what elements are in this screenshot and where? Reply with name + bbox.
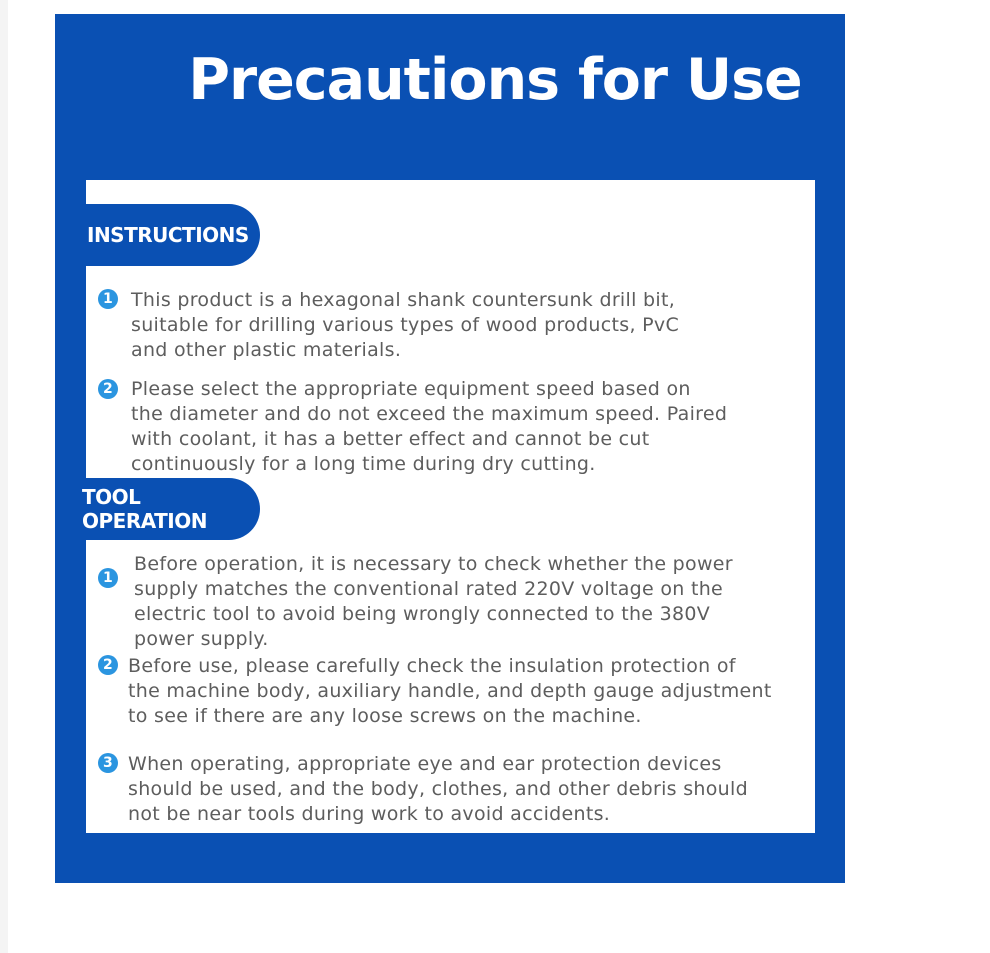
text-line: Please select the appropriate equipment speed based on (131, 378, 691, 400)
number-3-icon: 3 (98, 753, 118, 773)
text-line: the machine body, auxiliary handle, and depth gauge adjustment (128, 680, 772, 702)
section-heading-instructions (86, 204, 260, 266)
operation-item-text (128, 752, 748, 827)
page-title: Precautions for Use (188, 47, 802, 113)
number-2-icon: 2 (98, 655, 118, 675)
instruction-item-text (131, 377, 727, 477)
text-line: and other plastic materials. (131, 339, 402, 361)
text-line: the diameter and do not exceed the maximum speed. Paired (131, 403, 728, 425)
text-line: suitable for drilling various types of wood products, PvC (131, 314, 680, 336)
text-line: Before operation, it is necessary to check whether the power (134, 553, 733, 575)
section-heading-label: INSTRUCTIONS (87, 223, 249, 247)
text-line: with coolant, it has a better effect and cannot be cut (131, 428, 650, 450)
text-line: should be used, and the body, clothes, and other debris should (128, 778, 748, 800)
number-1-icon: 1 (98, 289, 118, 309)
text-line: electric tool to avoid being wrongly connected to the 380V (134, 603, 711, 625)
section-heading-tool-operation (82, 478, 260, 540)
text-line: not be near tools during work to avoid accidents. (128, 803, 611, 825)
page-margin-strip (0, 0, 8, 953)
operation-item-text (134, 552, 733, 652)
section-heading-label: TOOL OPERATION (82, 485, 207, 533)
text-line: When operating, appropriate eye and ear protection devices (128, 753, 722, 775)
text-line: This product is a hexagonal shank countersunk drill bit, (131, 289, 676, 311)
operation-item-text (128, 654, 772, 729)
text-line: Before use, please carefully check the insulation protection of (128, 655, 736, 677)
text-line: continuously for a long time during dry cutting. (131, 453, 596, 475)
number-1-icon: 1 (98, 568, 118, 588)
text-line: to see if there are any loose screws on the machine. (128, 705, 642, 727)
instruction-item-text (131, 288, 679, 363)
text-line: power supply. (134, 628, 269, 650)
number-2-icon: 2 (98, 379, 118, 399)
text-line: supply matches the conventional rated 220V voltage on the (134, 578, 724, 600)
